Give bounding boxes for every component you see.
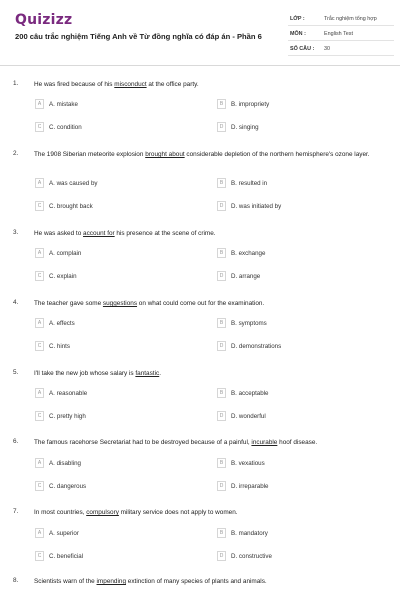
option-text: B. vexatious bbox=[231, 459, 265, 467]
option-text: A. complain bbox=[49, 249, 82, 257]
question-number: 8. bbox=[13, 577, 19, 584]
option-letter-box: B bbox=[217, 388, 226, 398]
meta-key: LỚP : bbox=[290, 16, 305, 22]
option-text: C. explain bbox=[49, 272, 77, 280]
option-text: B. mandatory bbox=[231, 529, 268, 537]
question-text-before: The famous racehorse Secretariat had to be destroyed because of a painful, bbox=[34, 439, 252, 446]
option-text: C. hints bbox=[49, 342, 70, 350]
option-text: A. effects bbox=[49, 319, 75, 327]
option-text: D. wonderful bbox=[231, 412, 266, 420]
option-text: D. was initiated by bbox=[231, 202, 282, 210]
option-letter-box: A bbox=[35, 458, 44, 468]
option-letter-box: B bbox=[217, 318, 226, 328]
option-letter-box: C bbox=[35, 551, 44, 561]
question-text-after: considerable depletion of the northern hemisphere's ozone layer. bbox=[184, 151, 370, 158]
question-text-after: extinction of many species of plants and animals. bbox=[126, 578, 267, 585]
underlined-word: incurable bbox=[251, 439, 278, 446]
question-text-before: Scientists warn of the bbox=[34, 578, 97, 585]
option-letter-box: D bbox=[217, 271, 226, 281]
option-letter-box: C bbox=[35, 411, 44, 421]
question-text bbox=[34, 508, 386, 517]
meta-row-count bbox=[288, 44, 394, 56]
option-letter-box: B bbox=[217, 528, 226, 538]
underlined-word: brought about bbox=[145, 151, 185, 158]
option-text: B. resulted in bbox=[231, 179, 268, 187]
question-text-before: I'll take the new job whose salary is bbox=[34, 370, 136, 377]
question-number: 5. bbox=[13, 369, 19, 376]
underlined-word: fantastic bbox=[135, 370, 160, 377]
option-text: B. symptoms bbox=[231, 319, 267, 327]
question-number: 7. bbox=[13, 508, 19, 515]
option-letter-box: C bbox=[35, 341, 44, 351]
question-text-before: The teacher gave some bbox=[34, 300, 103, 307]
underlined-word: account for bbox=[83, 230, 115, 237]
option-text: D. demonstrations bbox=[231, 342, 282, 350]
question-number: 2. bbox=[13, 150, 19, 157]
meta-row-subject bbox=[288, 29, 394, 41]
option-letter-box: B bbox=[217, 458, 226, 468]
question-text bbox=[34, 80, 386, 89]
option-letter-box: C bbox=[35, 481, 44, 491]
question-text-after: on what could come out for the examination. bbox=[137, 300, 265, 307]
meta-value: Trắc nghiệm tổng hợp bbox=[324, 16, 377, 22]
underlined-word: compulsory bbox=[86, 509, 119, 516]
document-header bbox=[0, 0, 400, 66]
quizizz-logo[interactable]: Quizizz bbox=[15, 12, 73, 28]
option-text: C. brought back bbox=[49, 202, 93, 210]
option-text: B. exchange bbox=[231, 249, 266, 257]
option-letter-box: A bbox=[35, 388, 44, 398]
underlined-word: misconduct bbox=[114, 81, 147, 88]
question-number: 6. bbox=[13, 438, 19, 445]
question-text-after: military service does not apply to women. bbox=[118, 509, 238, 516]
underlined-word: suggestions bbox=[102, 300, 138, 307]
option-text: D. constructive bbox=[231, 552, 272, 560]
question-text bbox=[34, 150, 386, 159]
option-text: C. dangerous bbox=[49, 482, 87, 490]
meta-row-class bbox=[288, 14, 394, 26]
question-text-before: He was fired because of his bbox=[34, 81, 115, 88]
question-text-after: . bbox=[159, 370, 161, 377]
option-letter-box: A bbox=[35, 248, 44, 258]
question-text-after: hoof disease. bbox=[277, 439, 318, 446]
option-letter-box: B bbox=[217, 178, 226, 188]
option-letter-box: C bbox=[35, 271, 44, 281]
option-letter-box: C bbox=[35, 122, 44, 132]
option-text: A. superior bbox=[49, 529, 79, 537]
option-text: C. beneficial bbox=[49, 552, 84, 560]
option-text: A. mistake bbox=[49, 100, 78, 108]
question-text-before: The 1908 Siberian meteorite explosion bbox=[34, 151, 146, 158]
option-letter-box: D bbox=[217, 551, 226, 561]
option-letter-box: D bbox=[217, 341, 226, 351]
question-text-after: his presence at the scene of crime. bbox=[114, 230, 216, 237]
meta-value: 30 bbox=[324, 46, 330, 52]
option-text: C. condition bbox=[49, 123, 82, 131]
option-text: D. irreparable bbox=[231, 482, 269, 490]
option-letter-box: B bbox=[217, 248, 226, 258]
question-text bbox=[34, 438, 386, 447]
meta-value: English Test bbox=[324, 31, 353, 37]
question-text-before: In most countries, bbox=[34, 509, 87, 516]
meta-key: MÔN : bbox=[290, 31, 306, 37]
option-text: D. singing bbox=[231, 123, 259, 131]
option-letter-box: A bbox=[35, 178, 44, 188]
document-title: 200 câu trắc nghiệm Tiếng Anh về Từ đồng nghĩa có đáp án - Phần 6 bbox=[15, 32, 262, 41]
option-letter-box: D bbox=[217, 411, 226, 421]
option-text: A. was caused by bbox=[49, 179, 98, 187]
underlined-word: impending bbox=[96, 578, 127, 585]
option-text: B. impropriety bbox=[231, 100, 270, 108]
meta-key: SỐ CÂU : bbox=[290, 46, 315, 52]
option-letter-box: D bbox=[217, 201, 226, 211]
question-text bbox=[34, 299, 386, 308]
option-letter-box: D bbox=[217, 481, 226, 491]
option-letter-box: A bbox=[35, 318, 44, 328]
question-text bbox=[34, 229, 386, 238]
option-letter-box: A bbox=[35, 528, 44, 538]
option-letter-box: C bbox=[35, 201, 44, 211]
question-text-after: at the office party. bbox=[146, 81, 199, 88]
option-letter-box: D bbox=[217, 122, 226, 132]
question-number: 3. bbox=[13, 229, 19, 236]
option-text: C. pretty high bbox=[49, 412, 86, 420]
option-text: A. disabling bbox=[49, 459, 81, 467]
option-text: A. reasonable bbox=[49, 389, 88, 397]
question-text bbox=[34, 577, 386, 586]
question-text bbox=[34, 369, 386, 378]
option-text: B. acceptable bbox=[231, 389, 269, 397]
question-number: 4. bbox=[13, 299, 19, 306]
option-letter-box: A bbox=[35, 99, 44, 109]
question-text-before: He was asked to bbox=[34, 230, 84, 237]
option-text: D. arrange bbox=[231, 272, 261, 280]
question-number: 1. bbox=[13, 80, 19, 87]
option-letter-box: B bbox=[217, 99, 226, 109]
